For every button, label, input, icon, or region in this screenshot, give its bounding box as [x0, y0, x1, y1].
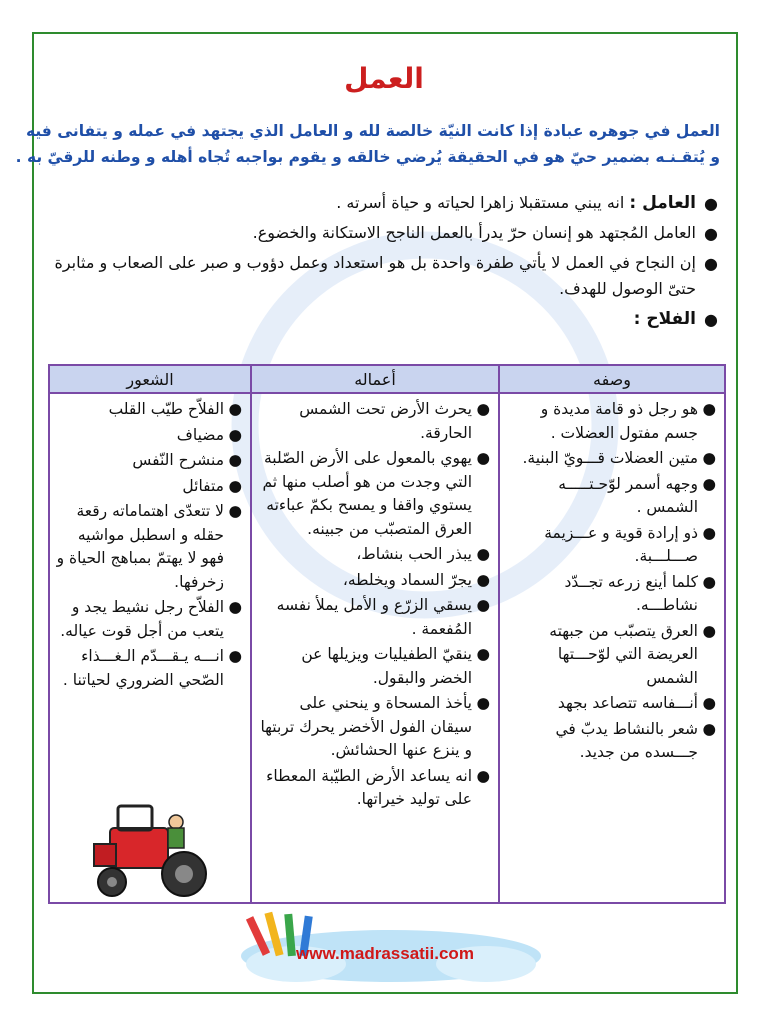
- list-item: ● أنـــفاسه تتصاعد بجهد: [557, 694, 716, 712]
- list-item: ● انـــه يـقـــدّم الـغـــذاء الصّحي الضروري لحياتنا .: [62, 647, 242, 689]
- list-item: ● هو رجل ذو قامة مديدة و جسم مفتول العضلات .: [540, 400, 716, 442]
- list-item: ● يبذر الحب بنشاط،: [356, 545, 490, 563]
- list-item: ● متفائل: [182, 476, 242, 495]
- bullet-freedom: ● العامل المُجتهد هو إنسان حرّ يدرأ بالعمل الناجح الاستكانة والخضوع.: [252, 223, 718, 243]
- list-item: ● يحرث الأرض تحت الشمس الحارقة.: [299, 400, 490, 442]
- list-item: ● ينقيّ الطفيليات ويزيلها عن الخضر والبقول.: [301, 645, 490, 687]
- header-feelings: الشعور: [49, 365, 251, 393]
- list-item: ● مضياف: [176, 425, 242, 444]
- list-item: ● يجرّ السماد ويخلطه،: [342, 570, 490, 589]
- list-item: ● يسقي الزرّع و الأمل يملأ نفسه المُفعمة .: [276, 596, 490, 638]
- bullet-worker: ● العامل : انه يبني مستقبلا زاهرا لحياته و حياة أسرته .: [336, 193, 718, 213]
- list-item: ● الفلاّح طيّب القلب: [108, 400, 242, 418]
- list-item: ● منشرح النّفس: [132, 451, 242, 469]
- bullet-bold: العامل :: [629, 193, 696, 213]
- list-item: ● متين العضلات قـــويّ البنية.: [522, 449, 716, 467]
- header-description: وصفه: [499, 365, 725, 393]
- intro-line: و يُتقـنـه بضمير حيّ هو في الحقيقة يُرضي خالقه و يقوم بواجبه تُجاه أهله و وطنه للرقيّ به .: [15, 148, 720, 166]
- header-actions: أعماله: [251, 365, 499, 393]
- bullet-success: ● إن النجاح في العمل لا يأتي طفرة واحدة بل هو استعداد وعمل دؤوب و صبر على الصعاب و مثابرة حتىّ الوصول للهدف.: [54, 253, 718, 298]
- list-item: ● يأخذ المسحاة و ينحني على سيقان الفول الأخضر يحرك تربتها و ينزع عنها الحشائش.: [260, 694, 490, 759]
- site-url[interactable]: www.madrassatii.com: [296, 944, 474, 963]
- list-item: ● وجهه أسمر لوّحـتـــــه الشمس .: [558, 474, 716, 516]
- list-item: ● ذو إرادة قوية و عـــزيمة صـــلـــبة.: [544, 523, 716, 565]
- list-item: ● لا تتعدّى اهتماماته رقعة حقله و اسطبل مواشيه فهو لا يهتمّ بمباهج الحياة و زخرفها.: [56, 502, 242, 591]
- page-title: العمل: [344, 62, 424, 95]
- list-item: ● انه يساعد الأرض الطيّبة المعطاء على توليد خيراتها.: [266, 766, 490, 808]
- bullet-farmer: ● الفلاح :: [633, 309, 718, 329]
- intro-line: العمل في جوهره عبادة إذا كانت النيّة خالصة لله و العامل الذي يجتهد في عمله و يتفانى فيه: [25, 122, 720, 140]
- bullet-text: انه يبني مستقبلا زاهرا لحياته و حياة أسرته .: [336, 193, 630, 212]
- column-actions: [251, 393, 499, 903]
- bullet-bold: الفلاح :: [633, 309, 696, 329]
- bullet-text: العامل المُجتهد هو إنسان حرّ يدرأ بالعمل الناجح الاستكانة والخضوع.: [252, 223, 696, 242]
- list-item: ● العرق يتصبّب من جبهته العريضة التي لوّحـــتها الشمس: [549, 621, 716, 687]
- intro-paragraph: [15, 118, 720, 170]
- column-description: [499, 393, 725, 903]
- tractor-illustration: [80, 800, 220, 900]
- list-item: ● يهوي بالمعول على الأرض الصّلبة التي وجدت من هو أصلب منها ثم يستوي واقفا و يمسح بكمّ عباءته العرق المتصبّب من جبينه.: [262, 449, 490, 538]
- bullet-list: [52, 190, 722, 336]
- bullet-text: إن النجاح في العمل لا يأتي طفرة واحدة بل هو استعداد وعمل دؤوب و صبر على الصعاب و مثابرة حتىّ الوصول للهدف.: [54, 253, 696, 298]
- list-item: ● كلما أينع زرعه تجــدّد نشاطـــه.: [564, 572, 716, 614]
- list-item: ● شعر بالنشاط يدبّ في جـــسده من جديد.: [555, 719, 716, 761]
- list-item: ● الفلاّح رجل نشيط يجد و يتعب من أجل قوت عياله.: [60, 598, 242, 640]
